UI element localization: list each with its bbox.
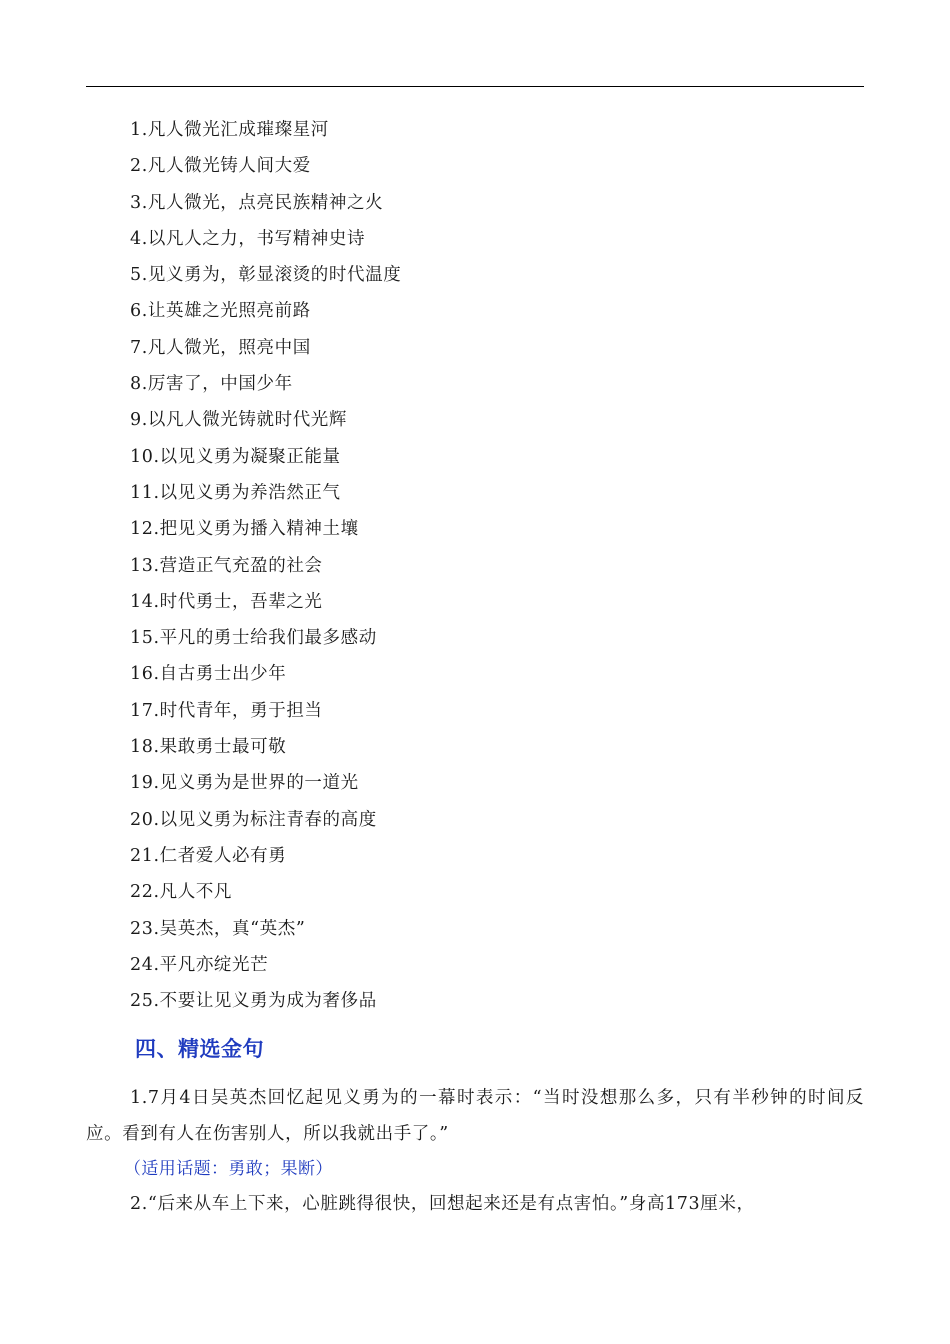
list-item: 4.以凡人之力，书写精神史诗 xyxy=(130,228,366,249)
list-item: 1.凡人微光汇成璀璨星河 xyxy=(130,120,329,140)
essay-title-list xyxy=(130,112,401,1019)
list-item: 10.以见义勇为凝聚正能量 xyxy=(130,446,341,467)
list-item: 8.厉害了，中国少年 xyxy=(130,374,293,395)
list-item: 12.把见义勇为播入精神土壤 xyxy=(130,519,359,540)
list-item: 25.不要让见义勇为成为奢侈品 xyxy=(130,991,377,1012)
list-item: 2.凡人微光铸人间大爱 xyxy=(130,156,311,177)
list-item: 14.时代勇士，吾辈之光 xyxy=(130,591,323,612)
list-item: 20.以见义勇为标注青春的高度 xyxy=(130,809,377,830)
list-item: 24.平凡亦绽光芒 xyxy=(130,954,269,975)
list-item: 21.仁者爱人必有勇 xyxy=(130,845,287,866)
quote-paragraph-2: 2.“后来从车上下来，心脏跳得很快，回想起来还是有点害怕。”身高173厘米， xyxy=(130,1194,755,1214)
section-heading: 四、精选金句 xyxy=(135,1037,264,1061)
list-item: 18.果敢勇士最可敬 xyxy=(130,737,287,758)
list-item: 19.见义勇为是世界的一道光 xyxy=(130,773,359,794)
list-item: 16.自古勇士出少年 xyxy=(130,664,287,685)
list-item: 13.营造正气充盈的社会 xyxy=(130,555,323,576)
list-item: 6.让英雄之光照亮前路 xyxy=(130,301,311,322)
list-item: 22.凡人不凡 xyxy=(130,882,233,903)
list-item: 11.以见义勇为养浩然正气 xyxy=(130,482,341,503)
list-item: 3.凡人微光，点亮民族精神之火 xyxy=(130,192,384,213)
list-item: 9.以凡人微光铸就时代光辉 xyxy=(130,410,347,431)
topic-tag: （适用话题：勇敢；果断） xyxy=(124,1159,333,1179)
list-item: 7.凡人微光，照亮中国 xyxy=(130,337,311,358)
quote-paragraph-1: 1.7月4日吴英杰回忆起见义勇为的一幕时表示：“当时没想那么多，只有半秒钟的时间反应。看到有人在伤害别人，所以我就出手了。” xyxy=(86,1088,864,1144)
header-rule xyxy=(86,86,864,87)
list-item: 23.吴英杰，真“英杰” xyxy=(130,918,306,939)
list-item: 5.见义勇为，彰显滚烫的时代温度 xyxy=(130,265,402,286)
quotes-section xyxy=(86,1080,864,1222)
list-item: 17.时代青年，勇于担当 xyxy=(130,700,323,721)
list-item: 15.平凡的勇士给我们最多感动 xyxy=(130,628,377,649)
